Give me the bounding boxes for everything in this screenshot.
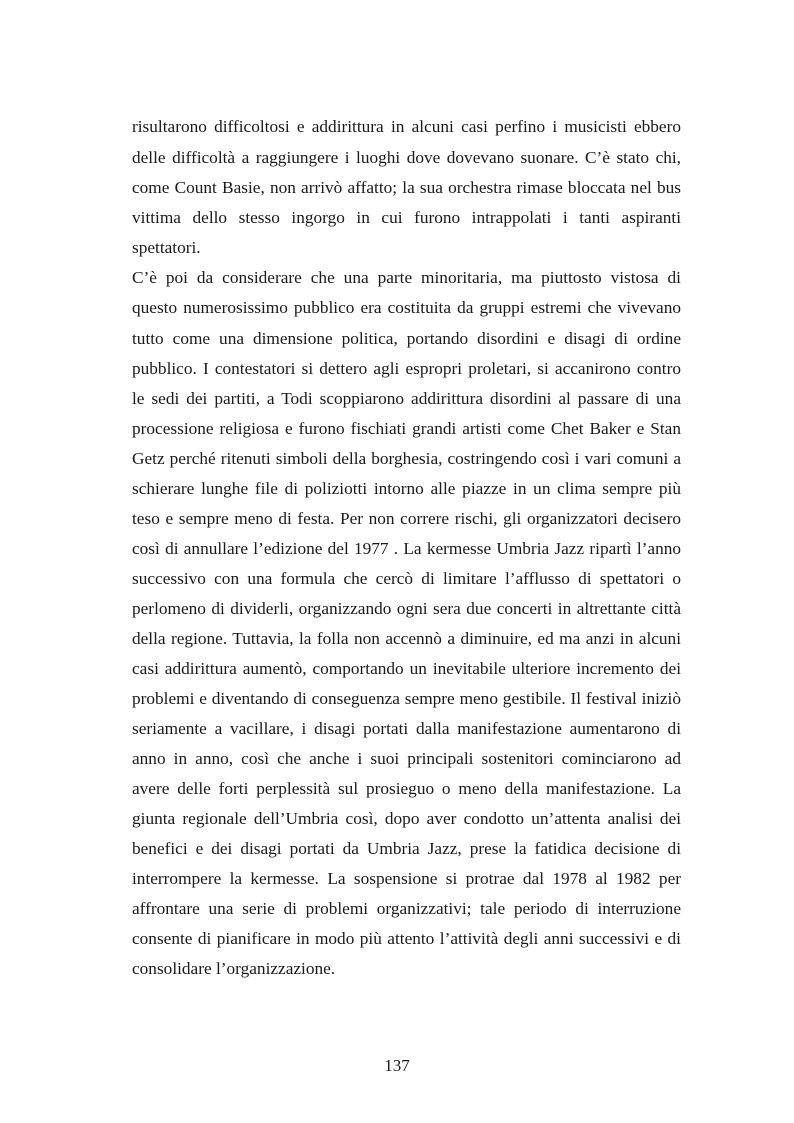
text-line: benefici e dei disagi portati da Umbria Jazz, prese la fatidica decisione di [132,839,681,858]
text-line: così di annullare l’edizione del 1977 . La kermesse Umbria Jazz ripartì l’anno [132,539,681,558]
text-line: processione religiosa e furono fischiati grandi artisti come Chet Baker e Stan [132,419,681,438]
page-number: 137 [384,1056,410,1075]
text-line: anno in anno, così che anche i suoi principali sostenitori cominciarono ad [132,749,681,768]
text-line: schierare lunghe file di poliziotti intorno alle piazze in un clima sempre più [132,479,681,498]
text-line: le sedi dei partiti, a Todi scoppiarono addirittura disordini al passare di una [132,389,681,408]
text-line: affrontare una serie di problemi organizzativi; tale periodo di interruzione [132,899,681,918]
text-line: Getz perché ritenuti simboli della borghesia, costringendo così i vari comuni a [132,449,681,468]
text-line: pubblico. I contestatori si dettero agli espropri proletari, si accanirono contro [132,359,681,378]
text-line: avere delle forti perplessità sul prosieguo o meno della manifestazione. La [132,779,681,798]
text-line: C’è poi da considerare che una parte minoritaria, ma piuttosto vistosa di [132,268,681,287]
text-line: teso e sempre meno di festa. Per non correre rischi, gli organizzatori decisero [132,509,681,528]
text-line: tutto come una dimensione politica, portando disordini e disagi di ordine [132,329,681,348]
text-line: vittima dello stesso ingorgo in cui furono intrappolati i tanti aspiranti [132,208,681,227]
text-line: risultarono difficoltosi e addirittura in alcuni casi perfino i musicisti ebbero [132,117,681,136]
text-line: consente di pianificare in modo più attento l’attività degli anni successivi e di [132,929,681,948]
text-line: questo numerosissimo pubblico era costituita da gruppi estremi che vivevano [132,298,681,317]
text-line: seriamente a vacillare, i disagi portati dalla manifestazione aumentarono di [132,719,681,738]
text-line: successivo con una formula che cercò di limitare l’afflusso di spettatori o [132,569,681,588]
text-line: casi addirittura aumentò, comportando un inevitabile ulteriore incremento dei [132,659,681,678]
text-line: consolidare l’organizzazione. [132,959,336,978]
text-line: della regione. Tuttavia, la folla non accennò a diminuire, ed ma anzi in alcuni [132,629,681,648]
text-line: spettatori. [132,238,201,257]
text-line: giunta regionale dell’Umbria così, dopo aver condotto un’attenta analisi dei [132,809,681,828]
text-line: problemi e diventando di conseguenza sempre meno gestibile. Il festival iniziò [132,689,681,708]
text-line: delle difficoltà a raggiungere i luoghi dove dovevano suonare. C’è stato chi, [132,148,681,167]
text-line: interrompere la kermesse. La sospensione si protrae dal 1978 al 1982 per [132,869,681,888]
text-line: come Count Basie, non arrivò affatto; la sua orchestra rimase bloccata nel bus [132,178,681,197]
text-line: perlomeno di dividerli, organizzando ogni sera due concerti in altrettante città [132,599,681,618]
